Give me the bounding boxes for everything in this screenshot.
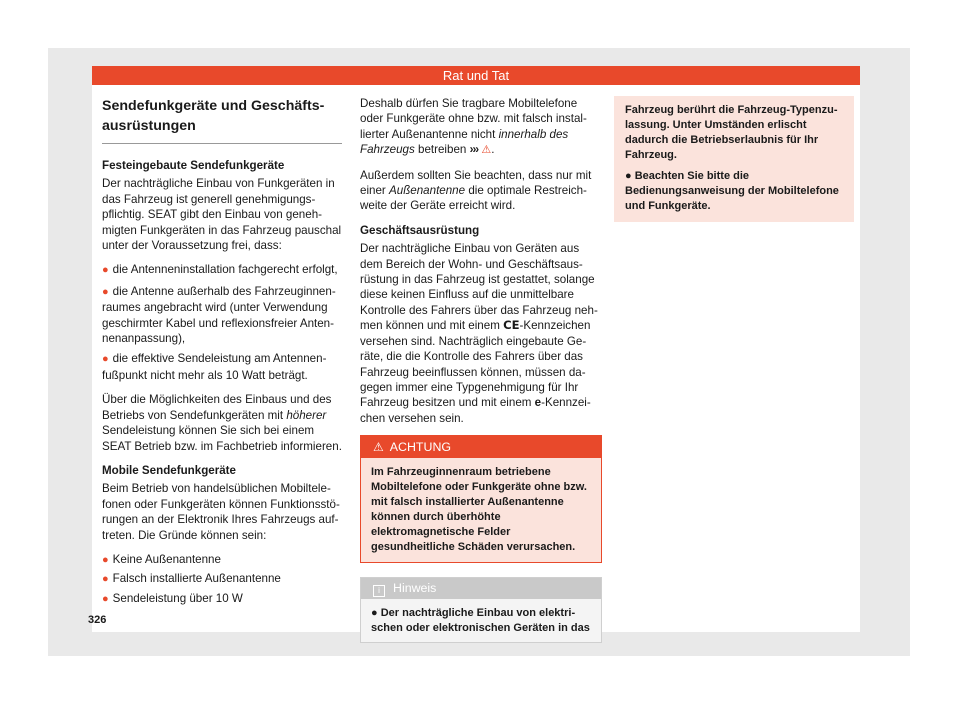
- list-item: ● Falsch installierte Außenantenne: [102, 571, 342, 587]
- paragraph-do-not-operate: Deshalb dürfen Sie tragbare Mobiltelefone oder Funkgeräte ohne bzw. mit falsch installierter Außenantenne nicht innerhalb des Fahrzeugs betreiben ››› ⚠.: [360, 97, 587, 157]
- paragraph-external-antenna: Außerdem sollten Sie beachten, dass nur mit einer Außenantenne die optimale Restreichweite der Geräte erreicht wird.: [360, 168, 592, 213]
- chapter-header: Rat und Tat: [92, 66, 860, 85]
- note-box: [360, 577, 602, 643]
- warning-header: ⚠ ACHTUNG: [361, 436, 601, 458]
- bullet-dot-icon: ●: [102, 573, 109, 586]
- conditions-list: [102, 262, 342, 383]
- list-item: ● die effektive Sendeleistung am Antennenfußpunkt nicht mehr als 10 Watt beträgt.: [102, 352, 327, 382]
- section-title: Sendefunkgeräte und Geschäftsausrüstungen: [102, 96, 342, 144]
- column-right: [614, 96, 860, 222]
- heading-mobile-radios: Mobile Sendefunkgeräte: [102, 463, 236, 477]
- paragraph-higher-power: Über die Möglichkeiten des Einbaus und des Betriebs von Sendefunkgeräten mit höherer Sendeleistung können Sie sich bei einem SEAT Betrieb bzw. im Fachbetrieb informieren.: [102, 393, 342, 453]
- note-text: ● Der nachträgliche Einbau von elektrischen oder elektronischen Geräten in das: [361, 599, 601, 642]
- note-header: i Hinweis: [361, 578, 601, 599]
- note-continuation-box: [614, 96, 854, 222]
- info-icon: i: [373, 585, 385, 597]
- reasons-list: [102, 552, 342, 607]
- heading-fixed-radios: Festeingebaute Sendefunkgeräte: [102, 159, 285, 172]
- note-bullet: ● Beachten Sie bitte die Bedienungsanweisung der Mobiltelefone und Funkgeräte.: [625, 170, 839, 212]
- e-mark-icon: e: [534, 396, 542, 410]
- paragraph-fixed-intro: Der nachträgliche Einbau von Funkgeräten in das Fahrzeug ist generell genehmigungspflichtig. SEAT gibt den Einbau von genehmigten Funkgeräten in das Fahrzeug pauschal unter der Voraussetzung frei, dass:: [102, 177, 342, 253]
- paragraph-business-equipment: Der nachträgliche Einbau von Geräten aus dem Bereich der Wohn- und Geschäftsausrüstung in das Fahrzeug ist gestattet, solange diese keinen Einfluss auf die unmittelbare Kontrolle des Fahrers über das Fahrzeug nehmen können und mit einem CE-Kennzeichen versehen sind. Nachträglich eingebaute Geräte, die die Kontrolle des Fahrers über das Fahrzeug beeinflussen können, müssen dagegen immer eine Typgenehmigung für Ihr Fahrzeug besitzen und mit einem e-Kennzeichen versehen sein.: [360, 242, 598, 425]
- list-item: ● Keine Außenantenne: [102, 552, 342, 568]
- page-number: 326: [88, 614, 107, 626]
- bullet-dot-icon: ●: [102, 553, 109, 566]
- bullet-dot-icon: ●: [102, 285, 109, 298]
- warning-triangle-icon: ⚠: [373, 440, 384, 455]
- heading-business-equipment: Geschäftsausrüstung: [360, 223, 480, 237]
- warning-box: [360, 435, 602, 563]
- list-item: ● Sendeleistung über 10 W: [102, 591, 342, 607]
- bullet-dot-icon: ●: [102, 353, 109, 366]
- column-left: [102, 96, 342, 616]
- cross-reference-arrows[interactable]: ›››: [469, 143, 479, 157]
- bullet-dot-icon: ●: [102, 264, 109, 277]
- list-item: ● die Antenne außerhalb des Fahrzeuginnenraumes angebracht wird (unter Verwendung geschirmter Kabel und reflexionsfreier Antennenanpassung),: [102, 284, 336, 346]
- warning-triangle-icon: ⚠: [481, 144, 492, 157]
- ce-mark-icon: CE: [503, 318, 520, 333]
- list-item: ● die Antenneninstallation fachgerecht erfolgt,: [102, 262, 342, 278]
- warning-text: Im Fahrzeuginnenraum betriebene Mobiltelefone oder Funkgeräte ohne bzw. mit falsch installierter Außenantenne können durch überhöhte elektromagnetische Felder gesundheitliche Schäden verursachen.: [361, 458, 601, 562]
- note-continuation-text: Fahrzeug berührt die Fahrzeug-Typenzulassung. Unter Umständen erlischt dadurch die Betriebserlaubnis für Ihr Fahrzeug.: [625, 104, 838, 161]
- paragraph-mobile-intro: Beim Betrieb von handelsüblichen Mobiltelefonen oder Funkgeräten können Funktionsstörungen an der Elektronik Ihres Fahrzeugs auftreten. Die Gründe können sein:: [102, 482, 340, 542]
- bullet-dot-icon: ●: [102, 592, 109, 605]
- column-middle: [360, 96, 602, 643]
